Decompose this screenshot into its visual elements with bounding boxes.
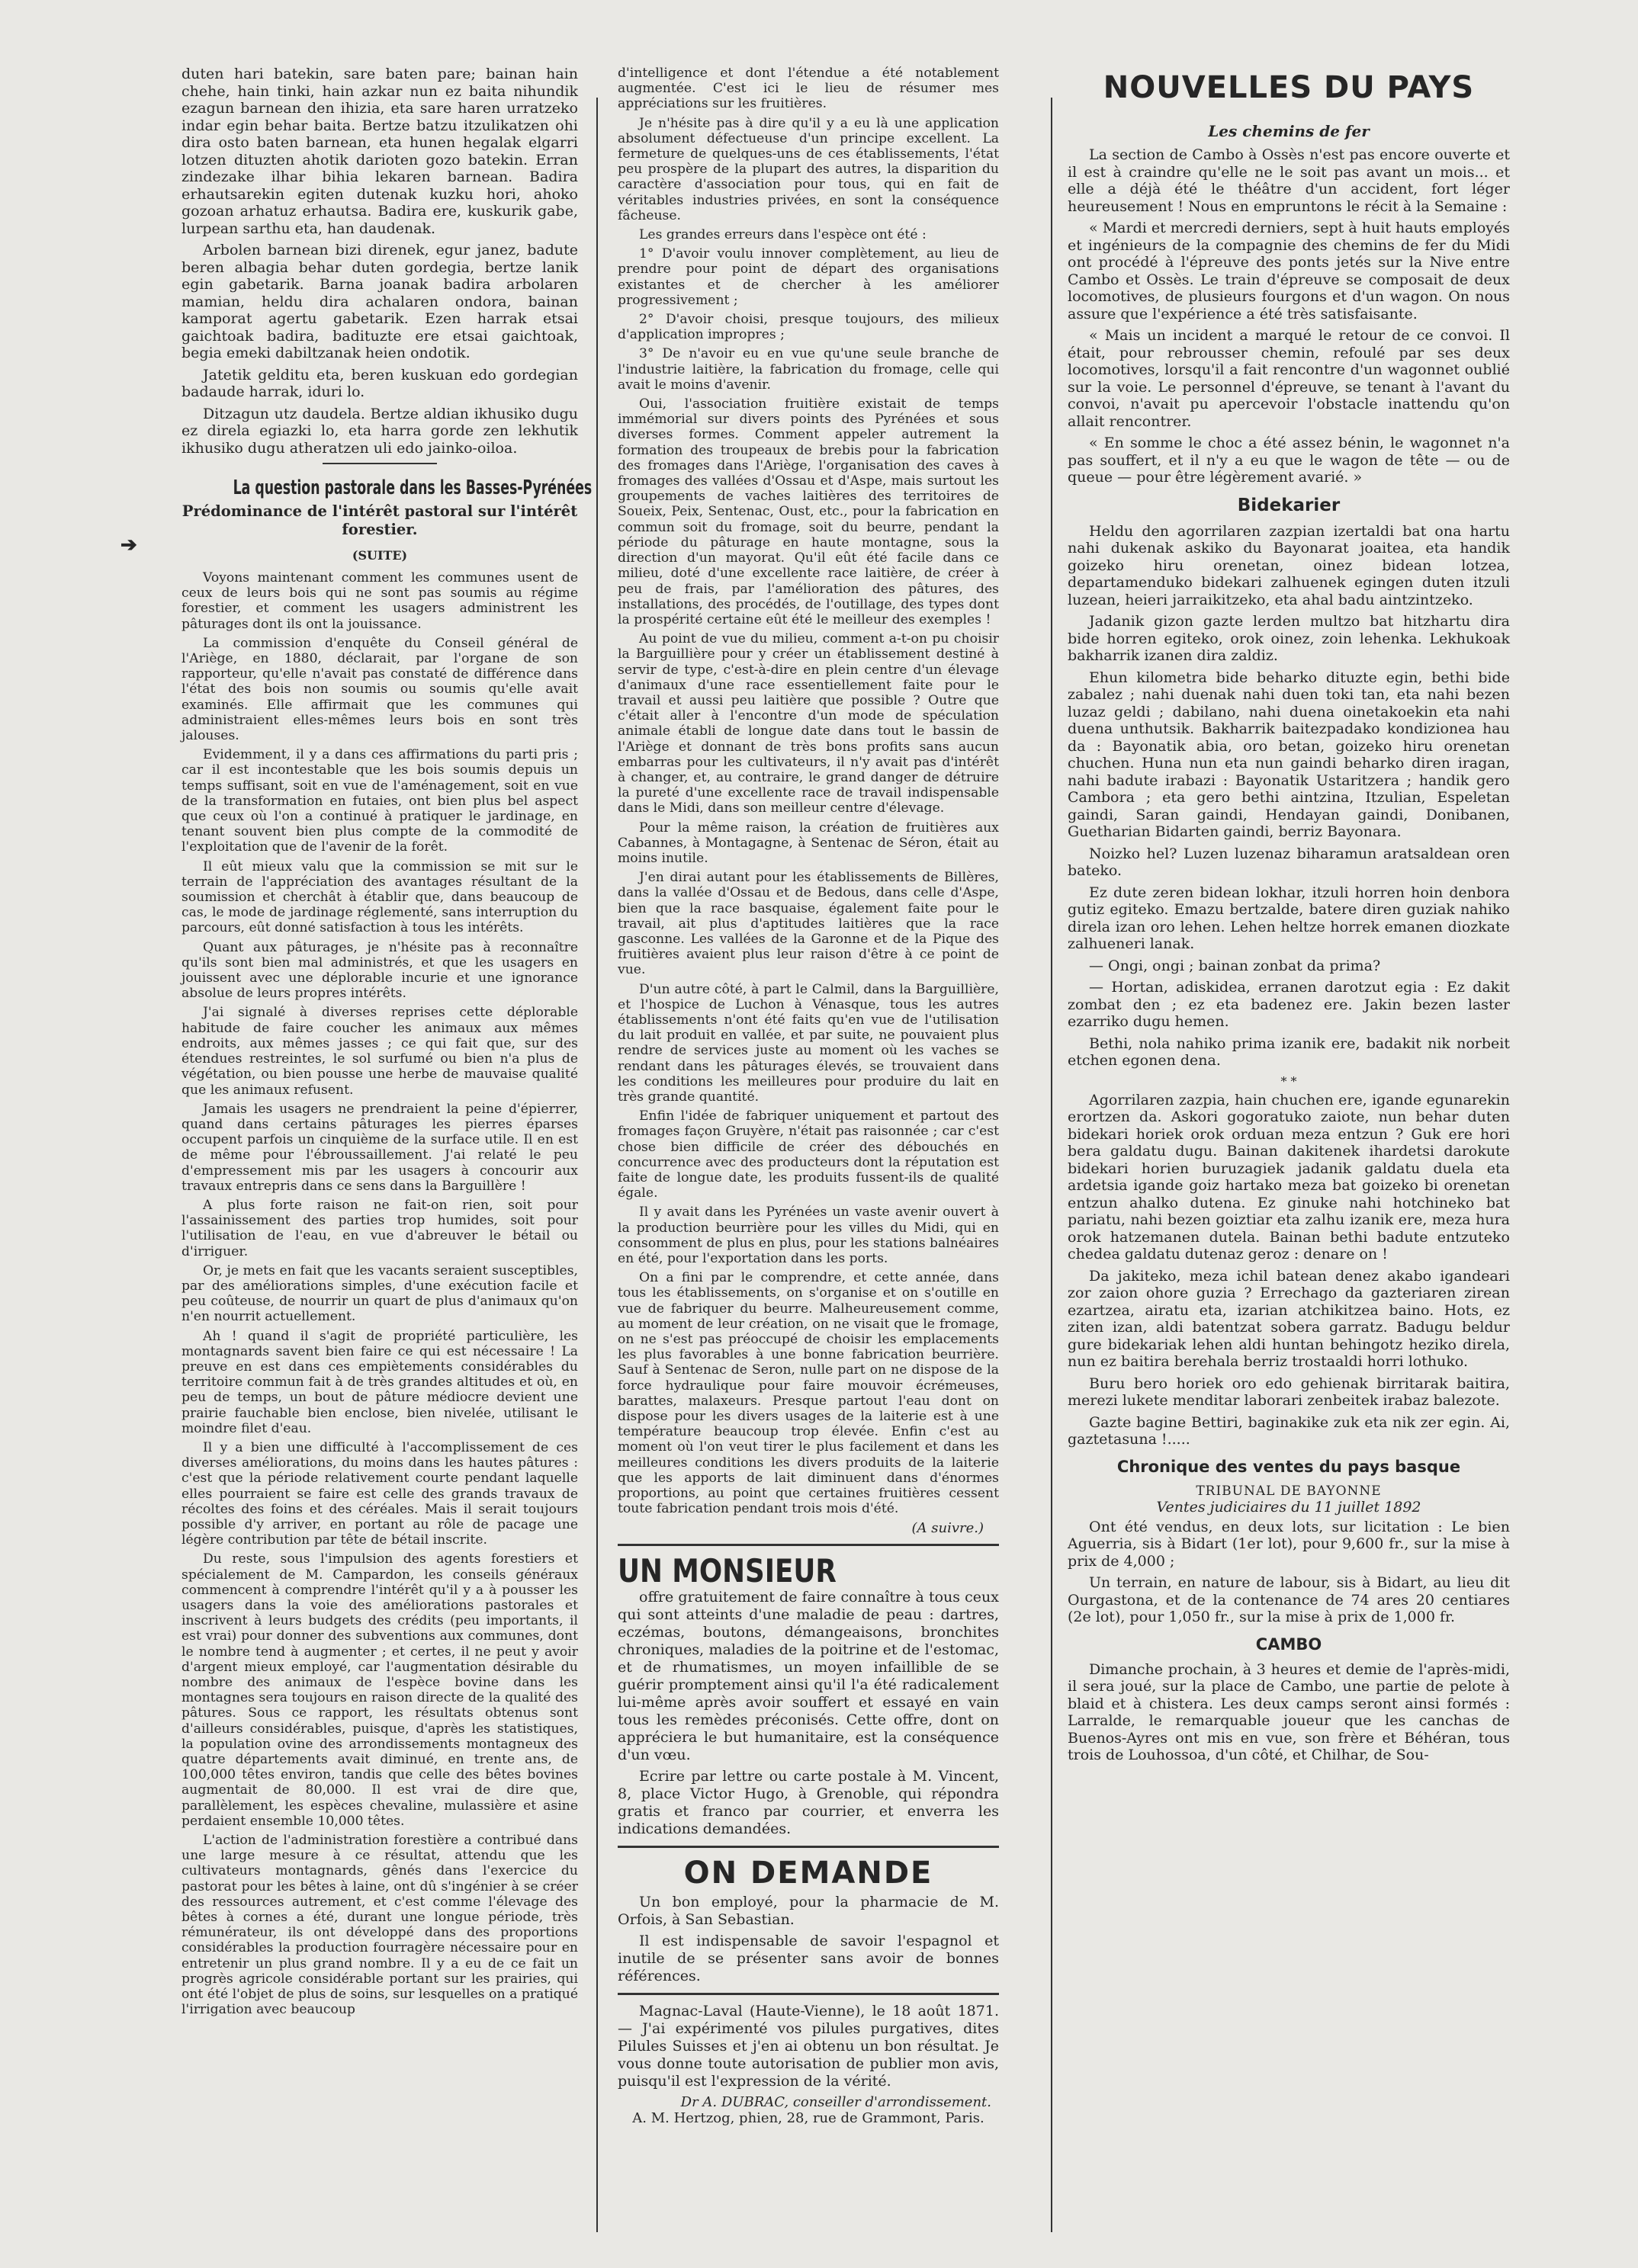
advert-title: UN MONSIEUR xyxy=(618,1552,837,1590)
paragraph: 2° D'avoir choisi, presque toujours, des milieux d'application impropres ; xyxy=(618,312,999,343)
paragraph: d'intelligence et dont l'étendue a été notablement augmentée. C'est ici le lieu de résumer mes appréciations sur les fruitières. xyxy=(618,66,999,112)
advert-text: Un bon employé, pour la pharmacie de M. Orfois, à San Sebastian. xyxy=(618,1894,999,1929)
paragraph: J'en dirai autant pour les établissements de Billères, dans la vallée d'Ossau et de Bedous, dans celle d'Aspe, bien que la race basquaise, également faite pour le travail, ait plus d'aptitudes laitières que la race gasconne. Les vallées de la Garonne et de la Pique des fruitières avaient plus leur raison d'être à ce point de vue. xyxy=(618,870,999,978)
paragraph: Il y a bien une difficulté à l'accomplissement de ces diverses améliorations, du moins dans les hautes pâtures : c'est que la période relativement courte pendant laquelle elles pourraient se faire est celle des grands travaux de récoltes des foins et des céréales. Mais il serait toujours possible d'y arriver, en portant au rôle de pacage une légère contribution par tête de bétail inscrite. xyxy=(181,1439,578,1548)
paragraph: Arbolen barnean bizi direnek, egur janez, badute beren albagia behar duten gordegia, bertze lanik egin gabetarik. Barna joanak badira arbolaren mamian, heldu dira achalaren ondora, bainan kamporat agertu gabetarik. Ezen harrak etsai gaichtoak badira, badituzte ere etsai gaichtoak, begia emeki dabiltzanak heien ondotik. xyxy=(181,242,578,361)
testimonial-signature: Dr A. DUBRAC, conseiller d'arrondissement. xyxy=(680,2094,991,2111)
advert-testimonial xyxy=(618,2003,999,2126)
paragraph: Da jakiteko, meza ichil batean denez akabo igandeari zor zaion ohore guzia ? Errechago da gazteriaren zirean ezartzea, airatu eta, izarian atchikitzea baino. Hots, ez ziten izan, aldi batentzat sobera garratz. Badugu beldur gure bidekariak lehen aldi huntan behingotz heziko direla, nun ez baitira berehala berriz trostaaldi horri lothuko. xyxy=(1068,1267,1510,1370)
separator-asterisks: * * xyxy=(1280,1073,1297,1089)
article-subtitle: Prédominance de l'intérêt pastoral sur l'intérêt forestier. xyxy=(181,502,578,538)
paragraph: Noizko hel? Luzen luzenaz biharamun aratsaldean oren bateko. xyxy=(1068,845,1510,879)
tribunal-label: TRIBUNAL DE BAYONNE xyxy=(1196,1483,1382,1499)
paragraph: L'action de l'administration forestière a contribué dans une large mesure à ce résultat, attendu que les cultivateurs montagnards, gênés dans l'exercice du pastorat pour les bêtes à laine, ont dû s'ingénier à se créer des ressources autrement, et c'est comme l'élevage des bêtes à cornes a été, durant une longue période, très rémunérateur, ils ont développé dans des proportions considérables la production fourragère nécessaire pour en entretenir un plus grand nombre. Il y a eu de ce fait un progrès agricole considérable portant sur les prairies, qui ont été l'objet de plus de soins, sur lesquelles on a pratiqué l'irrigation avec beaucoup xyxy=(181,1833,578,2018)
paragraph: On a fini par le comprendre, et cette année, dans tous les établissements, on s'organise et on s'outille en vue de fabriquer du beurre. Malheureusement comme, au moment de leur création, on ne visait que le fromage, on ne s'est pas préoccupé de choisir les emplacements les plus favorables à une bonne fabrication beurrière. Sauf à Sentenac de Seron, nulle part on ne dispose de la force hydraulique pour faire mouvoir écrémeuses, barattes, malaxeurs. Presque partout l'eau dont on dispose pour les divers usages de la laiterie est à une température beaucoup trop élevée. Enfin c'est au moment où l'on veut tirer le plus facilement et dans les meilleures conditions les divers produits de la laiterie que les apports de lait diminuent dans d'énormes proportions, au point que certaines fruitières cessent toute fabrication pendant trois mois d'été. xyxy=(618,1270,999,1517)
paragraph: Ont été vendus, en deux lots, sur licitation : Le bien Aguerria, sis à Bidart (1er lot), pour 9,600 fr., sur la mise à prix de 4,000 ; xyxy=(1068,1518,1510,1570)
column-rule-right xyxy=(1051,98,1052,2232)
paragraph: 3° De n'avoir eu en vue qu'une seule branche de l'industrie laitière, la fabrication du fromage, celle qui avait le moins d'avenir. xyxy=(618,346,999,393)
paragraph: Oui, l'association fruitière existait de temps immémorial sur divers points des Pyrénées et sous diverses formes. Comment appeler autrement la formation des troupeaux de brebis pour la fabrication des fromages dans l'Ariège, l'organisation des caves à fromages des vallées d'Ossau et d'Aspe, mais surtout les groupements de vaches laitières des territoires de Soueix, Peix, Sentenac, Oust, etc., pour la fabrication en commun soit du fromage, soit du beurre, pendant la période du pâturage en haute montagne, sous la direction d'un mayorat. Qu'il eût été facile dans ce milieu, doté d'une excellente race laitière, de créer à peu de frais, par l'amélioration des pâtures, des installations, des procédés, de l'outillage, des types dont la prospérité certaine eût été le meilleur des exemples ! xyxy=(618,396,999,627)
paragraph: Dimanche prochain, à 3 heures et demie de l'après-midi, il sera joué, sur la place de Cambo, une partie de pelote à blaid et à chistera. Les deux camps seront ainsi formés : Larralde, le remarquable joueur que les canchas de Buenos-Ayres ont mis en vue, son frère et Béhéran, tous trois de Louhossoa, d'un côté, et Chilhar, de Sou- xyxy=(1068,1660,1510,1763)
paragraph: A plus forte raison ne fait-on rien, soit pour l'assainissement des parties trop humides, soit pour l'utilisation de l'eau, en vue d'abreuver le bétail ou d'irriguer. xyxy=(181,1197,578,1259)
paragraph: Or, je mets en fait que les vacants seraient susceptibles, par des améliorations simples, d'une exécution facile et peu coûteuse, de nourrir un quart de plus d'animaux qu'on n'en nourrit actuellement. xyxy=(181,1262,578,1325)
paragraph: J'ai signalé à diverses reprises cette déplorable habitude de faire coucher les animaux aux mêmes endroits, aux mêmes jasses ; ce qui fait que, sur des étendues restreintes, le sol surfumé ou bien n'a plus de végétation, ou bien pousse une herbe de mauvaise qualité que les animaux refusent. xyxy=(181,1005,578,1098)
to-be-continued: (A suivre.) xyxy=(911,1520,984,1537)
paragraph: Buru bero horiek oro edo gehienak birritarak baitira, merezi lukete menditar laborari zenbeitek irabaz balezote. xyxy=(1068,1375,1510,1409)
pointing-mark-icon: ➔ xyxy=(120,534,137,557)
advert-text: offre gratuitement de faire connaître à tous ceux qui sont atteints d'une maladie de peau : dartres, eczémas, boutons, démangeaisons, bronchites chroniques, maladies de la poitrine et de l'estomac, et de rhumatismes, un moyen infaillible de se guérir promptement ainsi qu'il l'a été radicalement lui-même après avoir souffert et essayé en vain tous les remèdes préconisés. Cette offre, dont on appréciera le but humanitaire, est la conséquence d'un vœu. xyxy=(618,1589,999,1764)
advert-on-demande xyxy=(618,1856,999,1985)
paragraph: Du reste, sous l'impulsion des agents forestiers et spécialement de M. Campardon, les conseils généraux commencent à comprendre l'intérêt qu'il y a à pousser les usagers dans la voie des améliorations pastorales et inscrivent à leurs budgets des crédits (peu importants, il est vrai) pour donner des subventions aux communes, dont le nombre tend à augmenter ; et certes, il ne peut y avoir d'argent mieux employé, car l'augmentation désirable du nombre des animaux de l'espèce bovine dans les montagnes sera toujours en raison directe de la qualité des pâtures. Sous ce rapport, les résultats obtenus sont d'ailleurs considérables, puisque, d'après les statistiques, la population ovine des arrondissements montagneux des quatre départements avait diminué, en trente ans, de 100,000 têtes environ, tandis que celle des bêtes bovines augmentait de 80,000. Il est vrai de dire que, parallèlement, les espèces chevaline, mulassière et asine perdaient ensemble 10,000 têtes. xyxy=(181,1551,578,1829)
paragraph: Ditzagun utz daudela. Bertze aldian ikhusiko dugu ez direla egiazki lo, eta harra gorde zen lekhutik ikhusiko dugu atheratzen uli edo jainko-oiloa. xyxy=(181,405,578,457)
column-2 xyxy=(618,66,999,2126)
paragraph: Voyons maintenant comment les communes usent de ceux de leurs bois qui ne sont pas soumis au régime forestier, et comment les usagers administrent les pâturages dont ils ont la jouissance. xyxy=(181,570,578,632)
advert-title: ON DEMANDE xyxy=(683,1856,933,1891)
divider xyxy=(618,1993,999,1995)
paragraph: 1° D'avoir voulu innover complètement, au lieu de prendre pour point de départ des organisations existantes et de chercher à les améliorer progressivement ; xyxy=(618,246,999,308)
paragraph: Il y avait dans les Pyrénées un vaste avenir ouvert à la production beurrière pour les villes du Midi, qui en consomment de plus en plus, pour les stations balnéaires en été, pour l'exportation dans les ports. xyxy=(618,1205,999,1267)
testimonial-address: A. M. Hertzog, phien, 28, rue de Grammont, Paris. xyxy=(632,2110,984,2127)
paragraph: D'un autre côté, à part le Calmil, dans la Barguillière, et l'hospice de Luchon à Vénasque, tous les autres établissements n'ont été faits qu'en vue de l'utilisation du lait produit en vallée, et par suite, ne pouvaient plus rendre de services juste au moment où les vaches se rendant dans les pâturages élevés, se trouvaient dans les conditions les meilleures pour produire du lait en très grande quantité. xyxy=(618,981,999,1105)
paragraph: Au point de vue du milieu, comment a-t-on pu choisir la Barguillière pour y créer un établissement destiné à servir de type, c'est-à-dire en plein centre d'un élevage d'animaux d'une race essentiellement faite pour le travail et aussi peu laitière que possible ? Outre que c'était aller à l'encontre d'un mode de spéculation animale établi de longue date dans tout le bassin de l'Ariège et donnant de très bons profits sans aucun embarras pour les cultivateurs, il n'y avait pas d'intérêt à changer, et, au contraire, le grand danger de détruire la pureté d'une excellente race de travail indispensable dans le Midi, dans son meilleur centre d'élevage. xyxy=(618,631,999,816)
column-rule-left xyxy=(596,98,598,2232)
paragraph: Bethi, nola nahiko prima izanik ere, badakit nik norbeit etchen egonen dena. xyxy=(1068,1035,1510,1069)
paragraph: Gazte bagine Bettiri, baginakike zuk eta nik zer egin. Ai, gaztetasuna !..... xyxy=(1068,1413,1510,1448)
basque-article xyxy=(181,66,578,457)
paragraph: Agorrilaren zazpia, hain chuchen ere, igande egunarekin erortzen da. Askori gogoratuko zaiote, nun behar duten bidekari horiek orok orduan meza entzun ? Guk ere hori bera galdatu dugu. Bainan dakitenek ihardetsi darokute bidekari horien buruzagiek jadanik galdatu duela eta ardetsia igande goiz hartako meza bat goizeko bi orenetan entzun ahalko dutena. Ez ginuke nahi hotchineko bat pariatu, nahi bezen goiztiar eta zalhu izanik ere, meza hura orok hatzemanen dutela. Bainan bethi badute entzuteko chedea galdatu dutenaz geroz : denare on ! xyxy=(1068,1091,1510,1262)
paragraph: « Mardi et mercredi derniers, sept à huit hauts employés et ingénieurs de la compagnie des chemins de fer du Midi ont procédé à l'épreuve des ponts jetés sur la Nive entre Cambo et Ossès. Le train d'épreuve se composait de deux locomotives, de plusieurs fourgons et d'un wagon. On nous assure que l'expérience a été très satisfaisante. xyxy=(1068,220,1510,322)
article-title: La question pastorale dans les Basses-Pyrénées xyxy=(233,476,593,499)
suite-label: (SUITE) xyxy=(352,548,408,563)
paragraph: La commission d'enquête du Conseil général de l'Ariège, en 1880, déclarait, par l'organe de son rapporteur, qu'elle n'avait pas constaté de différence dans l'état des bois non soumis ou soumis qu'elle avait examinés. Elle affirmait que les communes qui administraient elles-mêmes leurs bois en sont très jalouses. xyxy=(181,635,578,744)
paragraph: Jadanik gizon gazte lerden multzo bat hitzhartu dira bide horren egiteko, orok oinez, zoin lehenka. Lekhukoak bakharrik izanen dira zaldiz. xyxy=(1068,613,1510,664)
article-title: Bidekarier xyxy=(1237,495,1341,515)
paragraph: Ehun kilometra bide beharko dituzte egin, bethi bide zabalez ; nahi duenak nahi duen toki tan, eta nahi bezen luzaz geldi ; dabilano, nahi duena oinetakoekin eta nahi duena unthutsik. Bakharrik baitezpadako kondizionea hau da : Bayonatik abia, oro betan, goizeko hiru orenetan chuchen. Huna nun eta nun gaindi beharko diren iragan, nahi badute irabazi : Bayonatik Ustaritzera ; handik gero Cambora ; eta gero bethi aintzina, Itzulian, Espeletan gaindi, Saran gaindi, Hendayan gaindi, Donibanen, Guetharian Bidarten gaindi, berriz Bayonara. xyxy=(1068,669,1510,840)
paragraph: Ez dute zeren bidean lokhar, itzuli horren hoin denbora gutiz egiteko. Emazu bertzalde, batere diren guziak nahiko direla izan oro lehen. Lehen heltze horrek emanen diozkate zalhueneri lanak. xyxy=(1068,884,1510,952)
divider xyxy=(323,463,437,464)
paragraph: — Hortan, adiskidea, erranen darotzut egia : Ez dakit zombat den ; ez eta badenez ere. Jakin bezen laster ezarriko dugu hemen. xyxy=(1068,979,1510,1030)
advert-text: Il est indispensable de savoir l'espagnol et inutile de se présenter sans avoir de bonnes références. xyxy=(618,1933,999,1985)
paragraph: Les grandes erreurs dans l'espèce ont été : xyxy=(639,227,927,243)
paragraph: Pour la même raison, la création de fruitières aux Cabannes, à Montagagne, à Sentenac de Séron, était au moins inutile. xyxy=(618,820,999,866)
paragraph: Ah ! quand il s'agit de propriété particulière, les montagnards savent bien faire ce qui est nécessaire ! La preuve en est dans ces empiètements considérables du territoire commun fait à de très grandes altitudes et où, en peu de temps, un bout de pâture médiocre devient une prairie fauchable bien enclose, bien nivelée, utilisant le moindre filet d'eau. xyxy=(181,1328,578,1436)
column-1 xyxy=(181,66,593,2021)
paragraph: Un terrain, en nature de labour, sis à Bidart, au lieu dit Ourgastona, et de la contenance de 74 ares 20 centiares (2e lot), pour 1,050 fr., sur la mise à prix de 1,000 fr. xyxy=(1068,1574,1510,1625)
paragraph: « En somme le choc a été assez bénin, le wagonnet n'a pas souffert, et il n'y a eu que le wagon de tête — ou de queue — pour être légèrement avarié. » xyxy=(1068,435,1510,486)
paragraph: Je n'hésite pas à dire qu'il y a eu là une application absolument défectueuse d'un principe excellent. La fermeture de quelques-uns de ces établissements, l'état peu prospère de la plupart des autres, la disparition du caractère d'association pour tous, qui en fait de véritables industries privées, en sont la conséquence fâcheuse. xyxy=(618,115,999,223)
section-title: NOUVELLES DU PAYS xyxy=(1103,70,1475,105)
ventes-date: Ventes judiciaires du 11 juillet 1892 xyxy=(1156,1498,1421,1516)
paragraph: Enfin l'idée de fabriquer uniquement et partout des fromages façon Gruyère, n'était pas raisonnée ; car c'est chose bien difficile de créer des débouchés en concurrence avec des producteurs dont la réputation est faite de longue date, les produits fussent-ils de qualité égale. xyxy=(618,1108,999,1201)
paragraph: Quant aux pâturages, je n'hésite pas à reconnaître qu'ils sont bien mal administrés, et que les usagers en jouissent avec une déplorable incurie et une ignorance absolue de leurs propres intérêts. xyxy=(181,939,578,1002)
paragraph: Heldu den agorrilaren zazpian izertaldi bat ona hartu nahi dukenak askiko du Bayonarat joaitea, eta handik goizeko hiru orenetan, oinez bidean lotzea, departamenduko bidekari zalhuenek egingen duten itzuli luzean, heieri jarraikitzeko, eta ahal badu aintzintzeko. xyxy=(1068,522,1510,608)
column-3 xyxy=(1068,66,1510,1769)
paragraph: Jamais les usagers ne prendraient la peine d'épierrer, quand dans certains pâturages les pierres éparses occupent parfois un cinquième de la surface utile. Il en est de même pour l'ébroussaillement. J'ai relaté le peu d'empressement mis par les usagers à concourir aux travaux entrepris dans ce sens dans la Barguillère ! xyxy=(181,1101,578,1194)
paragraph: Jatetik gelditu eta, beren kuskuan edo gordegian badaude harrak, iduri lo. xyxy=(181,366,578,400)
advert-monsieur xyxy=(618,1554,999,1838)
paragraph: Il eût mieux valu que la commission se mit sur le terrain de l'appréciation des avantages résultant de la soumission et cherchât à établir que, dans beaucoup de cas, le mode de jardinage réglementé, sans interruption du parcours, eût donné satisfaction à tous les intérêts. xyxy=(181,858,578,936)
article-title: Chronique des ventes du pays basque xyxy=(1116,1457,1461,1476)
divider xyxy=(618,1846,999,1848)
paragraph: « Mais un incident a marqué le retour de ce convoi. Il était, pour rebrousser chemin, refoulé par ses deux locomotives, lorsqu'il a fait rencontre d'un wagonnet oublié sur la voie. Le personnel d'épreuve, se tenant à l'avant du convoi, n'avait pu apercevoir l'obstacle inattendu qu'on allait rencontrer. xyxy=(1068,327,1510,430)
question-article-body xyxy=(181,570,578,2017)
testimonial-text: Magnac-Laval (Haute-Vienne), le 18 août 1871. — J'ai expérimenté vos pilules purgatives, dites Pilules Suisses et j'en ai obtenu un bon résultat. Je vous donne toute autorisation de publier mon avis, puisqu'il est l'expression de la vérité. xyxy=(618,2003,999,2090)
paragraph: duten hari batekin, sare baten pare; bainan hain chehe, hain tinki, hain azkar nun ez baita nihundik ezagun barnean den ihizia, eta sare haren urratzeko indar egin behar baita. Bertze batzu itzulikatzen ohi dira osto baten barnean, eta hunen hegalak elgarri lotzen dituzten ahotik darioten gozo batekin. Erran zindezake ilhar bihia lekaren barnean. Badira erhautsarekin egiten dutenak kuzku hori, ahoko gozoan arhatuz erhautsa. Badira ere, kuskurik gabe, lurpean sarthu eta, han daudenak. xyxy=(181,66,578,237)
paragraph: — Ongi, ongi ; bainan zonbat da prima? xyxy=(1089,957,1381,974)
paragraph: La section de Cambo à Ossès n'est pas encore ouverte et il est à craindre qu'elle ne le soit pas avant un mois... et elle a déjà été le théâtre d'un accident, fort léger heureusement ! Nous en empruntons le récit à la Semaine : xyxy=(1068,146,1510,215)
article-title: CAMBO xyxy=(1255,1634,1322,1654)
divider xyxy=(618,1544,999,1546)
paragraph: Evidemment, il y a dans ces affirmations du parti pris ; car il est incontestable que les bois soumis depuis un temps suffisant, soit en vue de l'aménagement, soit en vue de la transformation en futaies, ont bien plus bel aspect que ceux où l'on a continué à pratiquer le jardinage, en tenant souvent bien plus compte de la commodité de l'exploitation que de l'avenir de la forêt. xyxy=(181,747,578,855)
article-title: Les chemins de fer xyxy=(1208,122,1370,140)
advert-contact: Ecrire par lettre ou carte postale à M. Vincent, 8, place Victor Hugo, à Grenoble, qui répondra gratis et franco par courrier, et enverra les indications demandées. xyxy=(618,1768,999,1838)
